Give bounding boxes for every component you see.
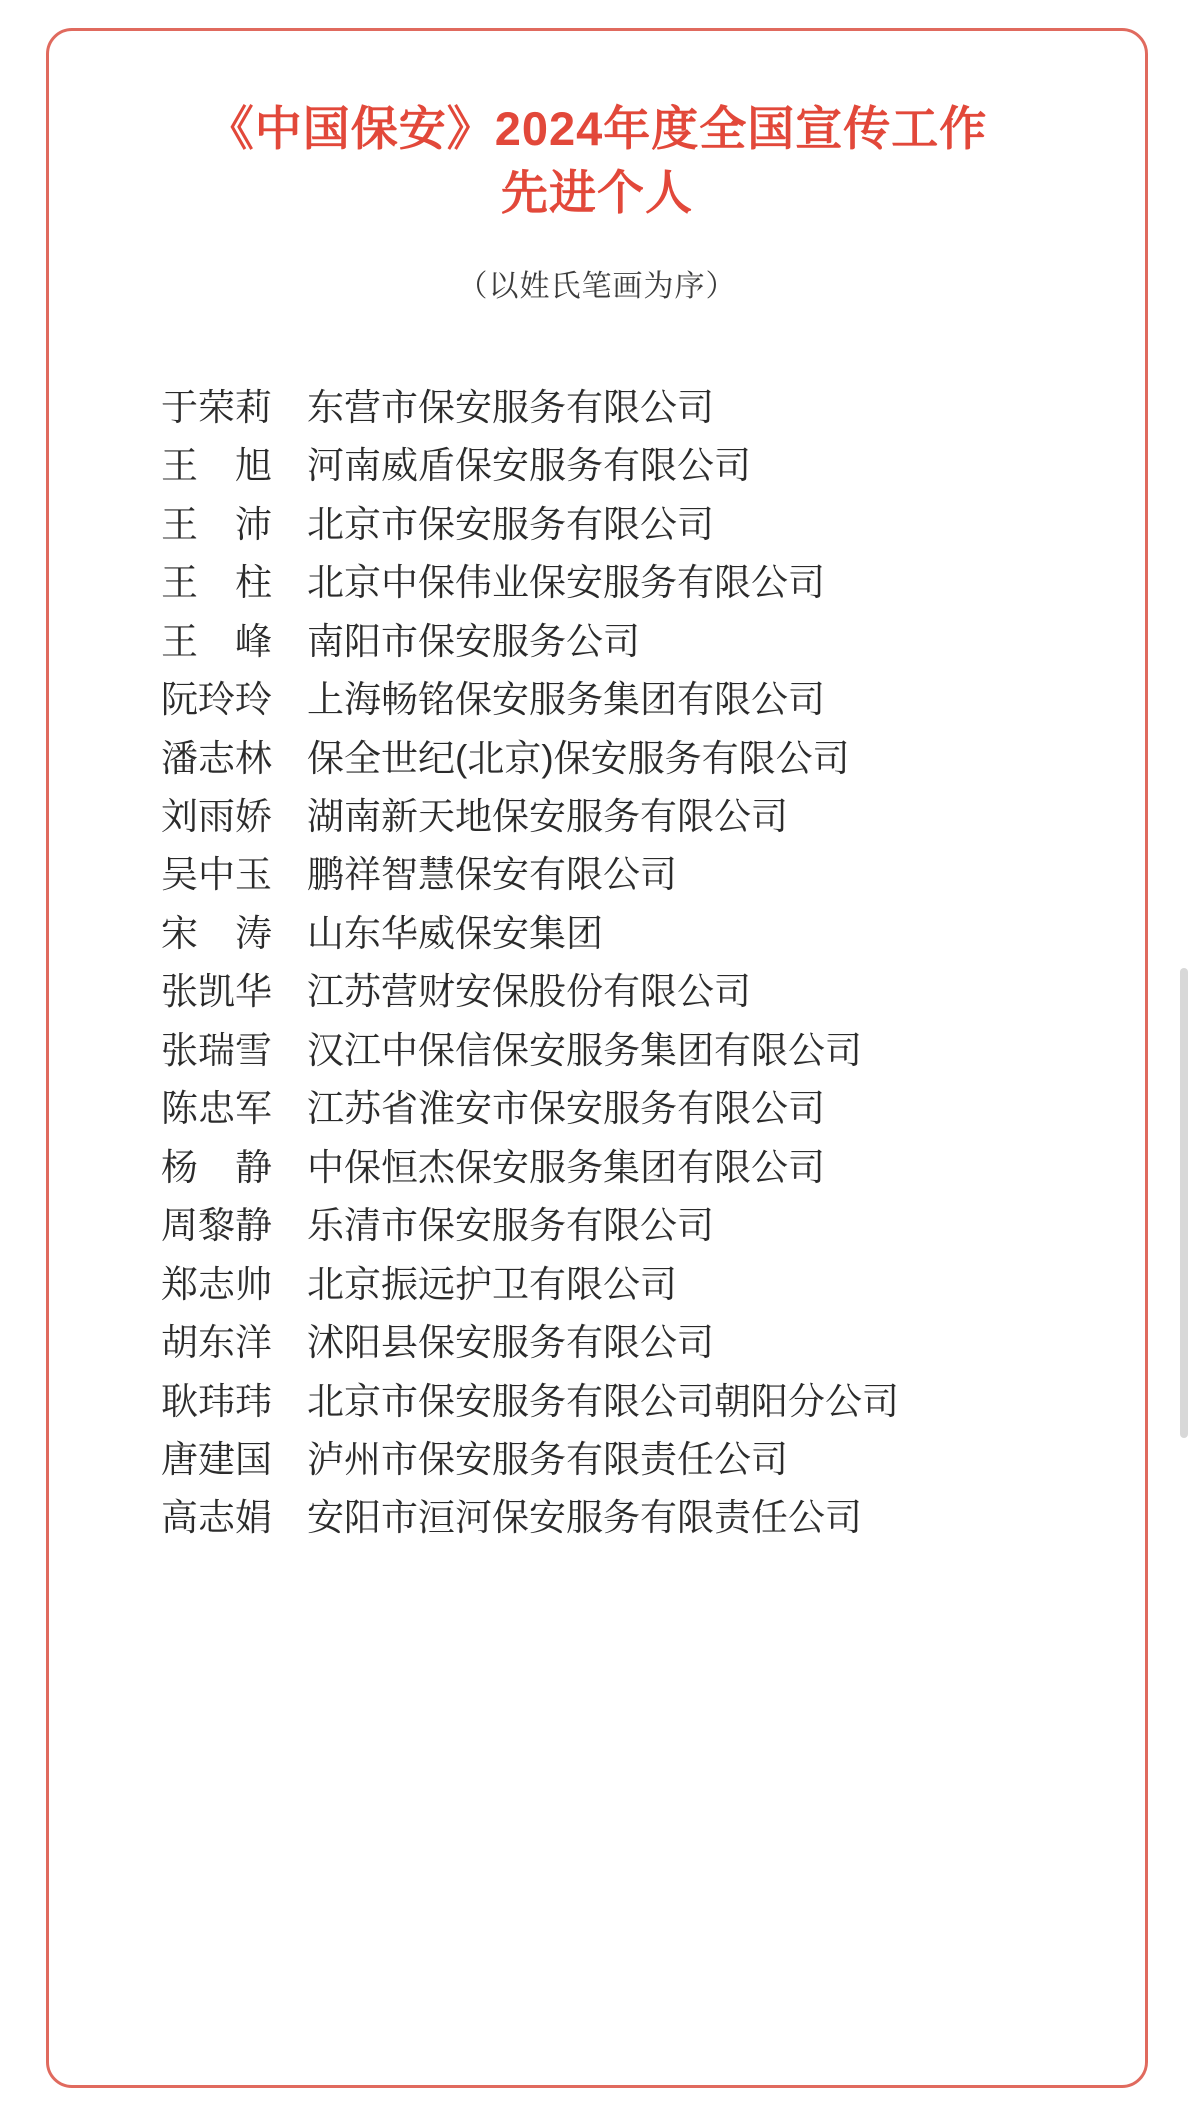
honoree-name: 胡东洋 [161, 1322, 272, 1364]
honoree-org: 安阳市洹河保安服务有限责任公司 [307, 1497, 862, 1539]
list-item [161, 554, 1093, 612]
list-item [161, 613, 1093, 671]
honoree-name: 王 沛 [161, 503, 272, 545]
honoree-list [101, 379, 1093, 1548]
honoree-org: 北京市保安服务有限公司朝阳分公司 [307, 1380, 899, 1422]
honoree-org: 江苏省淮安市保安服务有限公司 [307, 1088, 825, 1130]
honoree-name: 耿玮玮 [161, 1380, 272, 1422]
honoree-org: 中保恒杰保安服务集团有限公司 [307, 1146, 825, 1188]
list-item [161, 1431, 1093, 1489]
honoree-org: 北京中保伟业保安服务有限公司 [307, 562, 825, 604]
page-title-line-2: 先进个人 [501, 165, 693, 219]
honoree-name: 周黎静 [161, 1205, 272, 1247]
list-item [161, 905, 1093, 963]
list-item [161, 496, 1093, 554]
honoree-org: 保全世纪(北京)保安服务有限公司 [307, 737, 850, 779]
honoree-name: 郑志帅 [161, 1263, 272, 1305]
honoree-name: 张凯华 [161, 971, 272, 1013]
honoree-org: 乐清市保安服务有限公司 [307, 1205, 714, 1247]
honoree-org: 北京市保安服务有限公司 [307, 503, 714, 545]
list-item [161, 437, 1093, 495]
list-item [161, 1256, 1093, 1314]
list-item [161, 1197, 1093, 1255]
list-item [161, 1489, 1093, 1547]
honoree-name: 高志娟 [161, 1497, 272, 1539]
honoree-org: 鹏祥智慧保安有限公司 [307, 854, 677, 896]
list-item [161, 1314, 1093, 1372]
honoree-org: 上海畅铭保安服务集团有限公司 [307, 679, 825, 721]
honoree-name: 潘志林 [161, 737, 272, 779]
page-subtitle: （以姓氏笔画为序） [457, 269, 737, 303]
honoree-org: 北京振远护卫有限公司 [307, 1263, 677, 1305]
honoree-name: 唐建国 [161, 1438, 272, 1480]
page-title [141, 97, 1053, 225]
list-item [161, 788, 1093, 846]
list-item [161, 963, 1093, 1021]
honoree-org: 江苏营财安保股份有限公司 [307, 971, 751, 1013]
honoree-org: 泸州市保安服务有限责任公司 [307, 1438, 788, 1480]
honoree-org: 河南威盾保安服务有限公司 [307, 445, 751, 487]
honoree-name: 王 峰 [161, 620, 272, 662]
honoree-name: 于荣莉 [161, 386, 272, 428]
list-item [161, 1373, 1093, 1431]
honoree-name: 王 旭 [161, 445, 272, 487]
honoree-org: 湖南新天地保安服务有限公司 [307, 795, 788, 837]
honoree-org: 东营市保安服务有限公司 [307, 386, 714, 428]
document-content [49, 31, 1145, 2085]
honoree-org: 南阳市保安服务公司 [307, 620, 640, 662]
list-item [161, 1022, 1093, 1080]
document-frame [46, 28, 1148, 2088]
list-item [161, 1139, 1093, 1197]
honoree-org: 沭阳县保安服务有限公司 [307, 1322, 714, 1364]
honoree-org: 山东华威保安集团 [307, 912, 603, 954]
honoree-name: 阮玲玲 [161, 679, 272, 721]
page-title-line-1: 《中国保安》2024年度全国宣传工作 [206, 102, 988, 155]
list-item [161, 379, 1093, 437]
list-item [161, 846, 1093, 904]
honoree-name: 刘雨娇 [161, 795, 272, 837]
list-item [161, 730, 1093, 788]
honoree-name: 吴中玉 [161, 854, 272, 896]
honoree-name: 张瑞雪 [161, 1029, 272, 1071]
list-item [161, 1080, 1093, 1138]
honoree-org: 汉江中保信保安服务集团有限公司 [307, 1029, 862, 1071]
honoree-name: 王 柱 [161, 562, 272, 604]
honoree-name: 杨 静 [161, 1146, 272, 1188]
honoree-name: 宋 涛 [161, 912, 272, 954]
honoree-name: 陈忠军 [161, 1088, 272, 1130]
list-item [161, 671, 1093, 729]
vertical-scrollbar[interactable] [1180, 968, 1188, 1438]
